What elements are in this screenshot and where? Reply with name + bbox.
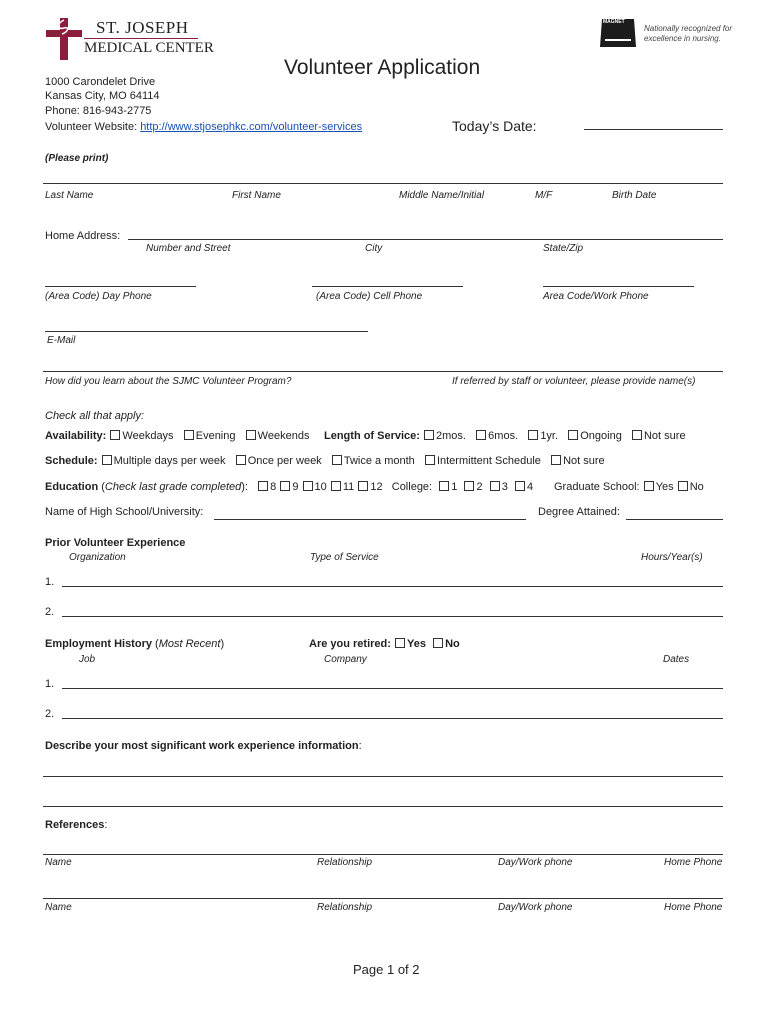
college-checkbox[interactable] [515,481,525,491]
school-label: Name of High School/University: [45,506,204,518]
describe-field-line1[interactable] [43,776,723,777]
availability-row [45,430,309,442]
retired-no-checkbox[interactable] [433,638,443,648]
grade-checkbox[interactable] [303,481,313,491]
option-not-sure: Not sure [643,430,686,442]
retired-label: Are you retired: [309,638,391,650]
option-weekends: Weekends [257,430,310,442]
schedule-row [45,455,605,467]
college-checkbox[interactable] [490,481,500,491]
college-label: College: [391,481,433,493]
grade-checkbox[interactable] [280,481,290,491]
availability-label: Availability: [45,430,107,442]
option-schedule-not-sure: Not sure [563,455,605,467]
college-2: 2 [476,481,483,493]
education-row: Education (Check last grade completed): 8 9 10 11 12 College: 1 2 3 4 [45,481,534,493]
prior-hours-label: Hours/Year(s) [641,552,703,563]
prior-row2-field[interactable] [62,616,723,617]
website-link[interactable]: http://www.stjosephkc.com/volunteer-services [140,121,363,133]
references-row: References: [45,819,108,831]
grade-checkbox[interactable] [258,481,268,491]
referred-label: If referred by staff or volunteer, please provide name(s) [452,376,696,387]
prior-row2-number: 2. [45,606,55,618]
mf-label: M/F [535,190,553,201]
street-label: Number and Street [146,243,231,254]
address-line2: Kansas City, MO 64114 [45,90,160,102]
last-name-label: Last Name [45,190,94,201]
option-intermittent: Intermittent Schedule [436,455,541,467]
grade-checkbox[interactable] [358,481,368,491]
home-address-field[interactable] [128,239,723,240]
college-1: 1 [451,481,458,493]
magnet-label: MAGNET [603,19,625,25]
date-label: Today’s Date: [452,118,537,134]
option-ongoing: Ongoing [580,430,622,442]
prior-type-label: Type of Service [310,552,379,563]
website-line [45,121,362,133]
name-field-line[interactable] [43,183,723,184]
grade-12: 12 [370,481,383,493]
grad-checkbox[interactable] [644,481,654,491]
reference2-relationship-label: Relationship [317,902,373,913]
length-checkbox[interactable] [476,430,486,440]
reference1-relationship-label: Relationship [317,857,373,868]
grad-yes: Yes [655,481,674,493]
retired-yes: Yes [406,638,426,650]
retired-row [309,638,460,650]
reference1-day-phone-label: Day/Work phone [498,857,573,868]
availability-checkbox[interactable] [246,430,256,440]
page-number: Page 1 of 2 [353,962,420,977]
degree-field[interactable] [626,519,723,520]
first-name-label: First Name [232,190,281,201]
schedule-label: Schedule: [45,455,98,467]
state-zip-label: State/Zip [543,243,584,254]
describe-field-line2[interactable] [43,806,723,807]
education-note: Check last grade completed [104,481,242,493]
magnet-tagline2: excellence in nursing. [644,34,721,43]
grade-checkbox[interactable] [331,481,341,491]
day-phone-field[interactable] [45,286,196,287]
schedule-checkbox[interactable] [551,455,561,465]
option-6mos: 6mos. [488,430,519,442]
email-field[interactable] [45,331,368,332]
schedule-checkbox[interactable] [425,455,435,465]
birth-date-label: Birth Date [612,190,657,201]
job-label: Job [79,654,96,665]
reference2-name-label: Name [45,902,72,913]
grade-11: 11 [342,481,355,493]
magnet-tagline1: Nationally recognized for [644,24,733,33]
availability-checkbox[interactable] [184,430,194,440]
grade-8: 8 [270,481,277,493]
website-label: Volunteer Website: [45,121,141,133]
please-print: (Please print) [45,153,109,164]
retired-no: No [445,638,460,650]
college-checkbox[interactable] [464,481,474,491]
employment-row2-number: 2. [45,708,55,720]
reference1-name-label: Name [45,857,72,868]
grad-school-label: Graduate School: [554,481,640,493]
company-label: Company [324,654,367,665]
retired-yes-checkbox[interactable] [395,638,405,648]
reference2-day-phone-label: Day/Work phone [498,902,573,913]
length-checkbox[interactable] [632,430,642,440]
learn-question: How did you learn about the SJMC Volunteer Program? [45,376,292,387]
check-all-label: Check all that apply: [45,410,145,422]
dates-label: Dates [663,654,690,665]
employment-title-row: Employment History (Most Recent) [45,638,225,650]
page-title: Volunteer Application [284,56,481,79]
day-phone-label: (Area Code) Day Phone [45,291,152,302]
schedule-checkbox[interactable] [236,455,246,465]
college-checkbox[interactable] [439,481,449,491]
degree-label: Degree Attained: [538,506,620,518]
learn-field-line[interactable] [43,371,723,372]
employment-row1-field[interactable] [62,688,723,689]
middle-name-label: Middle Name/Initial [399,190,485,201]
grad-no: No [689,481,704,493]
employment-note: Most Recent [158,638,221,650]
prior-row1-number: 1. [45,576,55,588]
address-line1: 1000 Carondelet Drive [45,76,156,88]
describe-label: Describe your most significant work experience information [45,740,359,752]
schedule-checkbox[interactable] [102,455,112,465]
logo-line2: MEDICAL CENTER [84,40,214,56]
date-field[interactable] [584,129,723,130]
option-once-per-week: Once per week [247,455,322,467]
employment-row2-field[interactable] [62,718,723,719]
home-address-label: Home Address: [45,230,121,242]
prior-row1-field[interactable] [62,586,723,587]
cell-phone-field[interactable] [312,286,463,287]
length-checkbox[interactable] [568,430,578,440]
work-phone-label: Area Code/Work Phone [543,291,649,302]
option-multiple-days: Multiple days per week [113,455,226,467]
prior-org-label: Organization [69,552,126,563]
cross-logo-icon [46,18,82,60]
length-row [324,430,686,442]
email-label: E-Mail [47,335,76,346]
option-twice-a-month: Twice a month [343,455,415,467]
school-field[interactable] [214,519,526,520]
reference1-home-phone-label: Home Phone [664,857,723,868]
length-label: Length of Service: [324,430,420,442]
reference1-field[interactable] [43,854,723,855]
grad-checkbox[interactable] [678,481,688,491]
grad-school-row [554,481,704,493]
logo-line1: ST. JOSEPH [96,18,189,37]
college-3: 3 [501,481,508,493]
cell-phone-label: (Area Code) Cell Phone [316,291,423,302]
schedule-checkbox[interactable] [332,455,342,465]
option-2mos: 2mos. [436,430,466,442]
college-4: 4 [526,481,534,493]
reference2-home-phone-label: Home Phone [664,902,723,913]
grade-9: 9 [292,481,299,493]
employment-row1-number: 1. [45,678,55,690]
employment-title: Employment History [45,638,152,650]
option-evening: Evening [195,430,236,442]
prior-title: Prior Volunteer Experience [45,537,186,549]
references-title: References [45,819,105,831]
phone-number: Phone: 816-943-2775 [45,105,152,117]
length-checkbox[interactable] [528,430,538,440]
grade-10: 10 [314,481,327,493]
work-phone-field[interactable] [543,286,694,287]
option-weekdays: Weekdays [122,430,174,442]
option-1yr: 1yr. [540,430,559,442]
reference2-field[interactable] [43,898,723,899]
city-label: City [365,243,383,254]
availability-checkbox[interactable] [110,430,120,440]
describe-row: Describe your most significant work experience information: [45,740,362,752]
education-label: Education [45,481,99,493]
length-checkbox[interactable] [424,430,434,440]
